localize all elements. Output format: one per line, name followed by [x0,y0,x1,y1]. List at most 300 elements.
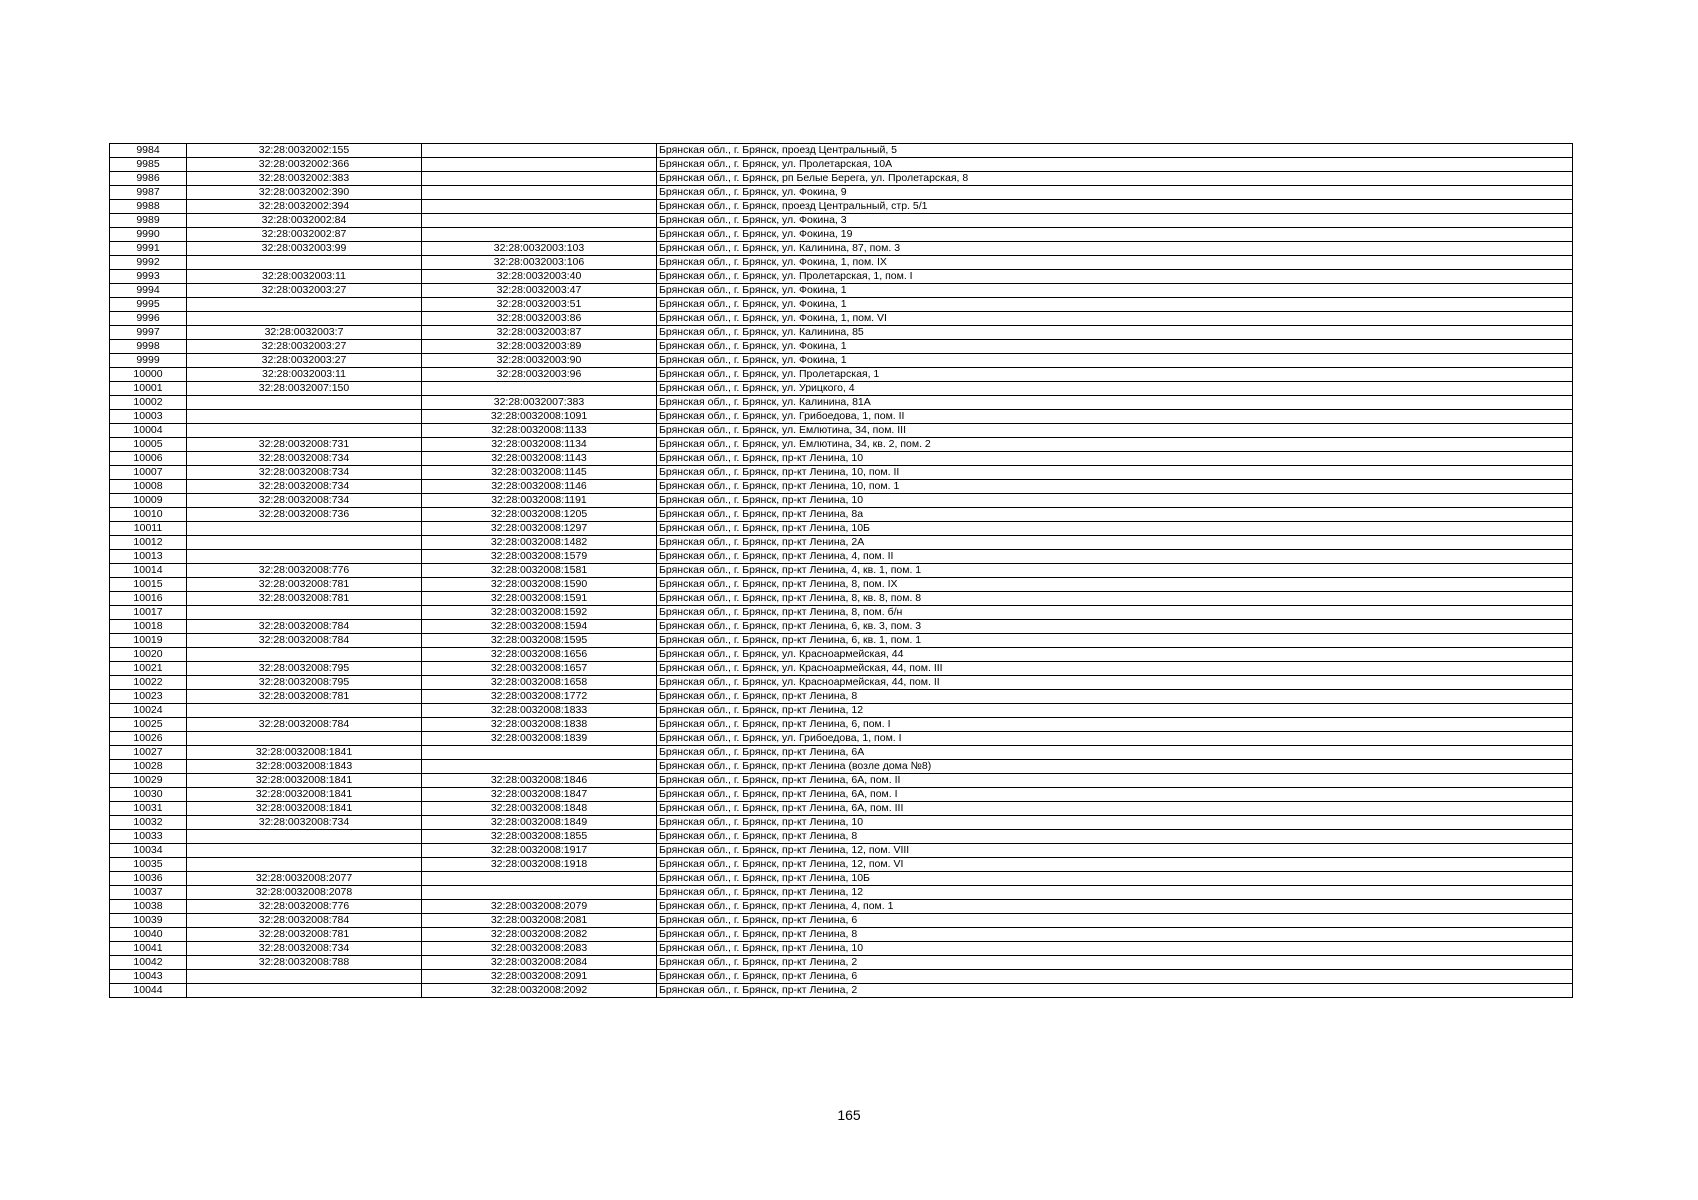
cadastral-number-cell: 32:28:0032008:1917 [422,844,657,858]
cadastral-number-cell: 32:28:0032008:1838 [422,718,657,732]
address-cell: Брянская обл., г. Брянск, пр-кт Ленина, 6А, пом. II [657,774,1573,788]
cadastral-number-cell: 32:28:0032008:1657 [422,662,657,676]
parent-cadastral-number-cell: 32:28:0032008:2077 [187,872,422,886]
address-cell: Брянская обл., г. Брянск, пр-кт Ленина, 6А [657,746,1573,760]
cadastral-number-cell [422,214,657,228]
row-number-cell: 10028 [110,760,187,774]
table-row [110,424,1573,438]
table-row [110,228,1573,242]
row-number-cell: 10015 [110,578,187,592]
cadastral-number-cell: 32:28:0032008:2092 [422,984,657,998]
row-number-cell: 10024 [110,704,187,718]
table-row [110,256,1573,270]
address-cell: Брянская обл., г. Брянск, пр-кт Ленина, 6, кв. 3, пом. 3 [657,620,1573,634]
table-row [110,760,1573,774]
row-number-cell: 10019 [110,634,187,648]
parent-cadastral-number-cell [187,704,422,718]
table-row [110,494,1573,508]
address-cell: Брянская обл., г. Брянск, ул. Пролетарская, 1 [657,368,1573,382]
address-cell: Брянская обл., г. Брянск, пр-кт Ленина, 12, пом. VIII [657,844,1573,858]
cadastral-number-cell: 32:28:0032008:1833 [422,704,657,718]
parent-cadastral-number-cell: 32:28:0032008:784 [187,634,422,648]
parent-cadastral-number-cell: 32:28:0032008:784 [187,620,422,634]
parent-cadastral-number-cell [187,648,422,662]
table-row [110,578,1573,592]
cadastral-number-cell: 32:28:0032003:86 [422,312,657,326]
parent-cadastral-number-cell [187,256,422,270]
parent-cadastral-number-cell [187,606,422,620]
row-number-cell: 10009 [110,494,187,508]
row-number-cell: 9992 [110,256,187,270]
row-number-cell: 10035 [110,858,187,872]
address-cell: Брянская обл., г. Брянск, пр-кт Ленина, 8а [657,508,1573,522]
table-row [110,788,1573,802]
parent-cadastral-number-cell: 32:28:0032008:781 [187,690,422,704]
address-cell: Брянская обл., г. Брянск, пр-кт Ленина, 2А [657,536,1573,550]
parent-cadastral-number-cell: 32:28:0032008:734 [187,942,422,956]
row-number-cell: 9985 [110,158,187,172]
address-cell: Брянская обл., г. Брянск, ул. Фокина, 1 [657,298,1573,312]
table-row [110,550,1573,564]
table-row [110,690,1573,704]
address-cell: Брянская обл., г. Брянск, ул. Фокина, 1 [657,340,1573,354]
cadastral-number-cell: 32:28:0032008:1134 [422,438,657,452]
address-cell: Брянская обл., г. Брянск, проезд Центральный, стр. 5/1 [657,200,1573,214]
cadastral-number-cell: 32:28:0032008:1595 [422,634,657,648]
cadastral-number-cell: 32:28:0032008:1848 [422,802,657,816]
parent-cadastral-number-cell: 32:28:0032008:781 [187,578,422,592]
address-cell: Брянская обл., г. Брянск, пр-кт Ленина, 8 [657,928,1573,942]
address-cell: Брянская обл., г. Брянск, ул. Фокина, 9 [657,186,1573,200]
parent-cadastral-number-cell: 32:28:0032003:11 [187,270,422,284]
row-number-cell: 10008 [110,480,187,494]
cadastral-number-cell: 32:28:0032008:1839 [422,732,657,746]
property-table [109,143,1573,998]
address-cell: Брянская обл., г. Брянск, ул. Фокина, 19 [657,228,1573,242]
table-row [110,872,1573,886]
row-number-cell: 10004 [110,424,187,438]
table-row [110,704,1573,718]
row-number-cell: 10018 [110,620,187,634]
cadastral-number-cell: 32:28:0032008:1658 [422,676,657,690]
parent-cadastral-number-cell: 32:28:0032008:795 [187,662,422,676]
cadastral-number-cell: 32:28:0032008:1581 [422,564,657,578]
row-number-cell: 10010 [110,508,187,522]
parent-cadastral-number-cell: 32:28:0032008:1843 [187,760,422,774]
table-row [110,508,1573,522]
parent-cadastral-number-cell [187,424,422,438]
page-number: 165 [837,1107,861,1123]
table-row [110,984,1573,998]
cadastral-number-cell: 32:28:0032008:2079 [422,900,657,914]
address-cell: Брянская обл., г. Брянск, ул. Фокина, 1 [657,354,1573,368]
address-cell: Брянская обл., г. Брянск, ул. Урицкого, 4 [657,382,1573,396]
cadastral-number-cell: 32:28:0032008:1590 [422,578,657,592]
cadastral-number-cell: 32:28:0032008:1133 [422,424,657,438]
address-cell: Брянская обл., г. Брянск, пр-кт Ленина, 6А, пом. III [657,802,1573,816]
table-row [110,354,1573,368]
row-number-cell: 10006 [110,452,187,466]
cadastral-number-cell: 32:28:0032003:103 [422,242,657,256]
cadastral-number-cell: 32:28:0032007:383 [422,396,657,410]
table-row [110,830,1573,844]
table-row [110,676,1573,690]
row-number-cell: 10027 [110,746,187,760]
address-cell: Брянская обл., г. Брянск, пр-кт Ленина, 10 [657,942,1573,956]
row-number-cell: 9993 [110,270,187,284]
row-number-cell: 10043 [110,970,187,984]
row-number-cell: 9988 [110,200,187,214]
cadastral-number-cell [422,872,657,886]
cadastral-number-cell: 32:28:0032008:1297 [422,522,657,536]
table-row [110,802,1573,816]
cadastral-number-cell [422,886,657,900]
table-row [110,522,1573,536]
cadastral-number-cell: 32:28:0032008:1918 [422,858,657,872]
address-cell: Брянская обл., г. Брянск, ул. Фокина, 1, пом. IX [657,256,1573,270]
parent-cadastral-number-cell: 32:28:0032003:27 [187,340,422,354]
address-cell: Брянская обл., г. Брянск, ул. Красноармейская, 44, пом. III [657,662,1573,676]
address-cell: Брянская обл., г. Брянск, пр-кт Ленина, 10 [657,452,1573,466]
table-row [110,844,1573,858]
cadastral-number-cell: 32:28:0032008:1846 [422,774,657,788]
parent-cadastral-number-cell: 32:28:0032002:366 [187,158,422,172]
address-cell: Брянская обл., г. Брянск, пр-кт Ленина, 4, пом. 1 [657,900,1573,914]
row-number-cell: 9997 [110,326,187,340]
address-cell: Брянская обл., г. Брянск, ул. Фокина, 3 [657,214,1573,228]
row-number-cell: 10023 [110,690,187,704]
cadastral-number-cell [422,228,657,242]
address-cell: Брянская обл., г. Брянск, ул. Грибоедова, 1, пом. II [657,410,1573,424]
cadastral-number-cell [422,382,657,396]
table-row [110,662,1573,676]
parent-cadastral-number-cell: 32:28:0032008:2078 [187,886,422,900]
table-row [110,326,1573,340]
table-row [110,634,1573,648]
cadastral-number-cell: 32:28:0032008:2084 [422,956,657,970]
address-cell: Брянская обл., г. Брянск, ул. Калинина, 85 [657,326,1573,340]
parent-cadastral-number-cell: 32:28:0032008:795 [187,676,422,690]
row-number-cell: 10044 [110,984,187,998]
parent-cadastral-number-cell: 32:28:0032002:383 [187,172,422,186]
table-row [110,438,1573,452]
cadastral-number-cell: 32:28:0032008:1591 [422,592,657,606]
table-row [110,606,1573,620]
parent-cadastral-number-cell: 32:28:0032008:731 [187,438,422,452]
parent-cadastral-number-cell: 32:28:0032002:84 [187,214,422,228]
parent-cadastral-number-cell: 32:28:0032007:150 [187,382,422,396]
cadastral-number-cell: 32:28:0032008:1146 [422,480,657,494]
parent-cadastral-number-cell: 32:28:0032003:7 [187,326,422,340]
address-cell: Брянская обл., г. Брянск, проезд Центральный, 5 [657,144,1573,158]
parent-cadastral-number-cell: 32:28:0032008:784 [187,718,422,732]
cadastral-number-cell: 32:28:0032003:51 [422,298,657,312]
table-row [110,564,1573,578]
parent-cadastral-number-cell: 32:28:0032008:776 [187,564,422,578]
address-cell: Брянская обл., г. Брянск, пр-кт Ленина, 2 [657,956,1573,970]
row-number-cell: 9984 [110,144,187,158]
address-cell: Брянская обл., г. Брянск, ул. Пролетарская, 10А [657,158,1573,172]
cadastral-number-cell [422,760,657,774]
cadastral-number-cell: 32:28:0032003:89 [422,340,657,354]
table-row [110,382,1573,396]
table-row [110,158,1573,172]
row-number-cell: 9987 [110,186,187,200]
address-cell: Брянская обл., г. Брянск, пр-кт Ленина, 6А, пом. I [657,788,1573,802]
row-number-cell: 10022 [110,676,187,690]
table-row [110,718,1573,732]
row-number-cell: 10025 [110,718,187,732]
table-row [110,914,1573,928]
address-cell: Брянская обл., г. Брянск, пр-кт Ленина, 2 [657,984,1573,998]
cadastral-number-cell: 32:28:0032008:2091 [422,970,657,984]
table-row [110,410,1573,424]
cadastral-number-cell: 32:28:0032008:1579 [422,550,657,564]
address-cell: Брянская обл., г. Брянск, пр-кт Ленина, 12, пом. VI [657,858,1573,872]
parent-cadastral-number-cell [187,732,422,746]
row-number-cell: 9996 [110,312,187,326]
row-number-cell: 10032 [110,816,187,830]
cadastral-number-cell: 32:28:0032008:1191 [422,494,657,508]
parent-cadastral-number-cell: 32:28:0032008:734 [187,480,422,494]
cadastral-number-cell: 32:28:0032008:1145 [422,466,657,480]
row-number-cell: 10026 [110,732,187,746]
address-cell: Брянская обл., г. Брянск, пр-кт Ленина, 6, кв. 1, пом. 1 [657,634,1573,648]
address-cell: Брянская обл., г. Брянск, пр-кт Ленина, 10 [657,494,1573,508]
row-number-cell: 10002 [110,396,187,410]
address-cell: Брянская обл., г. Брянск, ул. Калинина, 81А [657,396,1573,410]
cadastral-number-cell: 32:28:0032008:1091 [422,410,657,424]
row-number-cell: 10030 [110,788,187,802]
row-number-cell: 10007 [110,466,187,480]
parent-cadastral-number-cell: 32:28:0032003:27 [187,284,422,298]
parent-cadastral-number-cell: 32:28:0032008:734 [187,452,422,466]
table-row [110,592,1573,606]
cadastral-number-cell: 32:28:0032003:106 [422,256,657,270]
address-cell: Брянская обл., г. Брянск, ул. Емлютина, 34, пом. III [657,424,1573,438]
parent-cadastral-number-cell [187,830,422,844]
cadastral-number-cell: 32:28:0032008:1847 [422,788,657,802]
row-number-cell: 9989 [110,214,187,228]
parent-cadastral-number-cell: 32:28:0032003:99 [187,242,422,256]
cadastral-number-cell: 32:28:0032003:96 [422,368,657,382]
parent-cadastral-number-cell: 32:28:0032008:734 [187,494,422,508]
cadastral-number-cell: 32:28:0032003:90 [422,354,657,368]
address-cell: Брянская обл., г. Брянск, ул. Красноармейская, 44, пом. II [657,676,1573,690]
row-number-cell: 9991 [110,242,187,256]
cadastral-number-cell: 32:28:0032008:1205 [422,508,657,522]
row-number-cell: 10003 [110,410,187,424]
address-cell: Брянская обл., г. Брянск, ул. Фокина, 1, пом. VI [657,312,1573,326]
cadastral-number-cell: 32:28:0032008:1656 [422,648,657,662]
parent-cadastral-number-cell [187,298,422,312]
parent-cadastral-number-cell: 32:28:0032002:155 [187,144,422,158]
parent-cadastral-number-cell: 32:28:0032008:781 [187,928,422,942]
row-number-cell: 10038 [110,900,187,914]
row-number-cell: 9986 [110,172,187,186]
cadastral-number-cell: 32:28:0032003:87 [422,326,657,340]
cadastral-number-cell [422,144,657,158]
cadastral-number-cell [422,158,657,172]
table-row [110,214,1573,228]
address-cell: Брянская обл., г. Брянск, ул. Грибоедова, 1, пом. I [657,732,1573,746]
cadastral-number-cell: 32:28:0032008:1143 [422,452,657,466]
cadastral-number-cell: 32:28:0032008:1849 [422,816,657,830]
parent-cadastral-number-cell: 32:28:0032008:1841 [187,788,422,802]
parent-cadastral-number-cell: 32:28:0032008:1841 [187,774,422,788]
table-row [110,242,1573,256]
table-row [110,942,1573,956]
row-number-cell: 10005 [110,438,187,452]
address-cell: Брянская обл., г. Брянск, пр-кт Ленина, 10Б [657,522,1573,536]
table-row [110,886,1573,900]
table-row [110,956,1573,970]
row-number-cell: 10040 [110,928,187,942]
parent-cadastral-number-cell [187,396,422,410]
parent-cadastral-number-cell: 32:28:0032008:734 [187,816,422,830]
table-row [110,746,1573,760]
cadastral-number-cell: 32:28:0032008:1594 [422,620,657,634]
address-cell: Брянская обл., г. Брянск, ул. Пролетарская, 1, пом. I [657,270,1573,284]
address-cell: Брянская обл., г. Брянск, пр-кт Ленина, 4, пом. II [657,550,1573,564]
cadastral-number-cell [422,172,657,186]
parent-cadastral-number-cell: 32:28:0032003:11 [187,368,422,382]
parent-cadastral-number-cell: 32:28:0032008:1841 [187,802,422,816]
row-number-cell: 10031 [110,802,187,816]
address-cell: Брянская обл., г. Брянск, пр-кт Ленина, 8 [657,830,1573,844]
cadastral-number-cell: 32:28:0032008:1482 [422,536,657,550]
row-number-cell: 10039 [110,914,187,928]
table-row [110,774,1573,788]
row-number-cell: 10020 [110,648,187,662]
table-row [110,270,1573,284]
table-row [110,452,1573,466]
row-number-cell: 10011 [110,522,187,536]
address-cell: Брянская обл., г. Брянск, пр-кт Ленина, 4, кв. 1, пом. 1 [657,564,1573,578]
parent-cadastral-number-cell: 32:28:0032008:736 [187,508,422,522]
parent-cadastral-number-cell [187,536,422,550]
table-row [110,900,1573,914]
table-row [110,466,1573,480]
address-cell: Брянская обл., г. Брянск, пр-кт Ленина, 10, пом. 1 [657,480,1573,494]
property-table-body [110,144,1573,998]
row-number-cell: 9990 [110,228,187,242]
row-number-cell: 10001 [110,382,187,396]
table-row [110,298,1573,312]
cadastral-number-cell: 32:28:0032008:2083 [422,942,657,956]
table-row [110,858,1573,872]
cadastral-number-cell: 32:28:0032008:2082 [422,928,657,942]
address-cell: Брянская обл., г. Брянск, ул. Калинина, 87, пом. 3 [657,242,1573,256]
table-row [110,928,1573,942]
table-row [110,816,1573,830]
table-row [110,648,1573,662]
table-row [110,536,1573,550]
table-row [110,144,1573,158]
address-cell: Брянская обл., г. Брянск, пр-кт Ленина, 10Б [657,872,1573,886]
cadastral-number-cell: 32:28:0032008:2081 [422,914,657,928]
parent-cadastral-number-cell [187,970,422,984]
cadastral-number-cell [422,200,657,214]
parent-cadastral-number-cell [187,858,422,872]
address-cell: Брянская обл., г. Брянск, ул. Красноармейская, 44 [657,648,1573,662]
parent-cadastral-number-cell [187,522,422,536]
address-cell: Брянская обл., г. Брянск, рп Белые Берега, ул. Пролетарская, 8 [657,172,1573,186]
parent-cadastral-number-cell: 32:28:0032008:1841 [187,746,422,760]
parent-cadastral-number-cell: 32:28:0032002:390 [187,186,422,200]
row-number-cell: 9998 [110,340,187,354]
row-number-cell: 10041 [110,942,187,956]
row-number-cell: 10013 [110,550,187,564]
row-number-cell: 10016 [110,592,187,606]
table-row [110,480,1573,494]
row-number-cell: 9994 [110,284,187,298]
row-number-cell: 10017 [110,606,187,620]
table-row [110,172,1573,186]
row-number-cell: 10021 [110,662,187,676]
parent-cadastral-number-cell [187,844,422,858]
row-number-cell: 10014 [110,564,187,578]
address-cell: Брянская обл., г. Брянск, пр-кт Ленина, 6, пом. I [657,718,1573,732]
parent-cadastral-number-cell [187,550,422,564]
cadastral-number-cell: 32:28:0032003:40 [422,270,657,284]
table-row [110,284,1573,298]
table-row [110,186,1573,200]
address-cell: Брянская обл., г. Брянск, пр-кт Ленина, 8, пом. IX [657,578,1573,592]
row-number-cell: 10012 [110,536,187,550]
parent-cadastral-number-cell: 32:28:0032002:87 [187,228,422,242]
address-cell: Брянская обл., г. Брянск, пр-кт Ленина (возле дома №8) [657,760,1573,774]
parent-cadastral-number-cell: 32:28:0032008:781 [187,592,422,606]
row-number-cell: 9995 [110,298,187,312]
address-cell: Брянская обл., г. Брянск, пр-кт Ленина, 6 [657,914,1573,928]
address-cell: Брянская обл., г. Брянск, ул. Фокина, 1 [657,284,1573,298]
parent-cadastral-number-cell [187,984,422,998]
table-row [110,620,1573,634]
parent-cadastral-number-cell: 32:28:0032008:776 [187,900,422,914]
address-cell: Брянская обл., г. Брянск, пр-кт Ленина, 6 [657,970,1573,984]
row-number-cell: 10033 [110,830,187,844]
address-cell: Брянская обл., г. Брянск, пр-кт Ленина, 8, пом. б/н [657,606,1573,620]
parent-cadastral-number-cell [187,410,422,424]
address-cell: Брянская обл., г. Брянск, пр-кт Ленина, 10, пом. II [657,466,1573,480]
table-row [110,396,1573,410]
address-cell: Брянская обл., г. Брянск, пр-кт Ленина, 12 [657,704,1573,718]
address-cell: Брянская обл., г. Брянск, пр-кт Ленина, 8 [657,690,1573,704]
row-number-cell: 10034 [110,844,187,858]
table-row [110,340,1573,354]
cadastral-number-cell [422,746,657,760]
cadastral-number-cell: 32:28:0032008:1592 [422,606,657,620]
cadastral-number-cell [422,186,657,200]
address-cell: Брянская обл., г. Брянск, пр-кт Ленина, 8, кв. 8, пом. 8 [657,592,1573,606]
row-number-cell: 10029 [110,774,187,788]
row-number-cell: 10042 [110,956,187,970]
parent-cadastral-number-cell [187,312,422,326]
row-number-cell: 9999 [110,354,187,368]
parent-cadastral-number-cell: 32:28:0032002:394 [187,200,422,214]
cadastral-number-cell: 32:28:0032008:1772 [422,690,657,704]
row-number-cell: 10037 [110,886,187,900]
table-row [110,200,1573,214]
parent-cadastral-number-cell: 32:28:0032008:734 [187,466,422,480]
cadastral-number-cell: 32:28:0032008:1855 [422,830,657,844]
parent-cadastral-number-cell: 32:28:0032008:788 [187,956,422,970]
row-number-cell: 10036 [110,872,187,886]
address-cell: Брянская обл., г. Брянск, пр-кт Ленина, 10 [657,816,1573,830]
parent-cadastral-number-cell: 32:28:0032003:27 [187,354,422,368]
table-row [110,368,1573,382]
